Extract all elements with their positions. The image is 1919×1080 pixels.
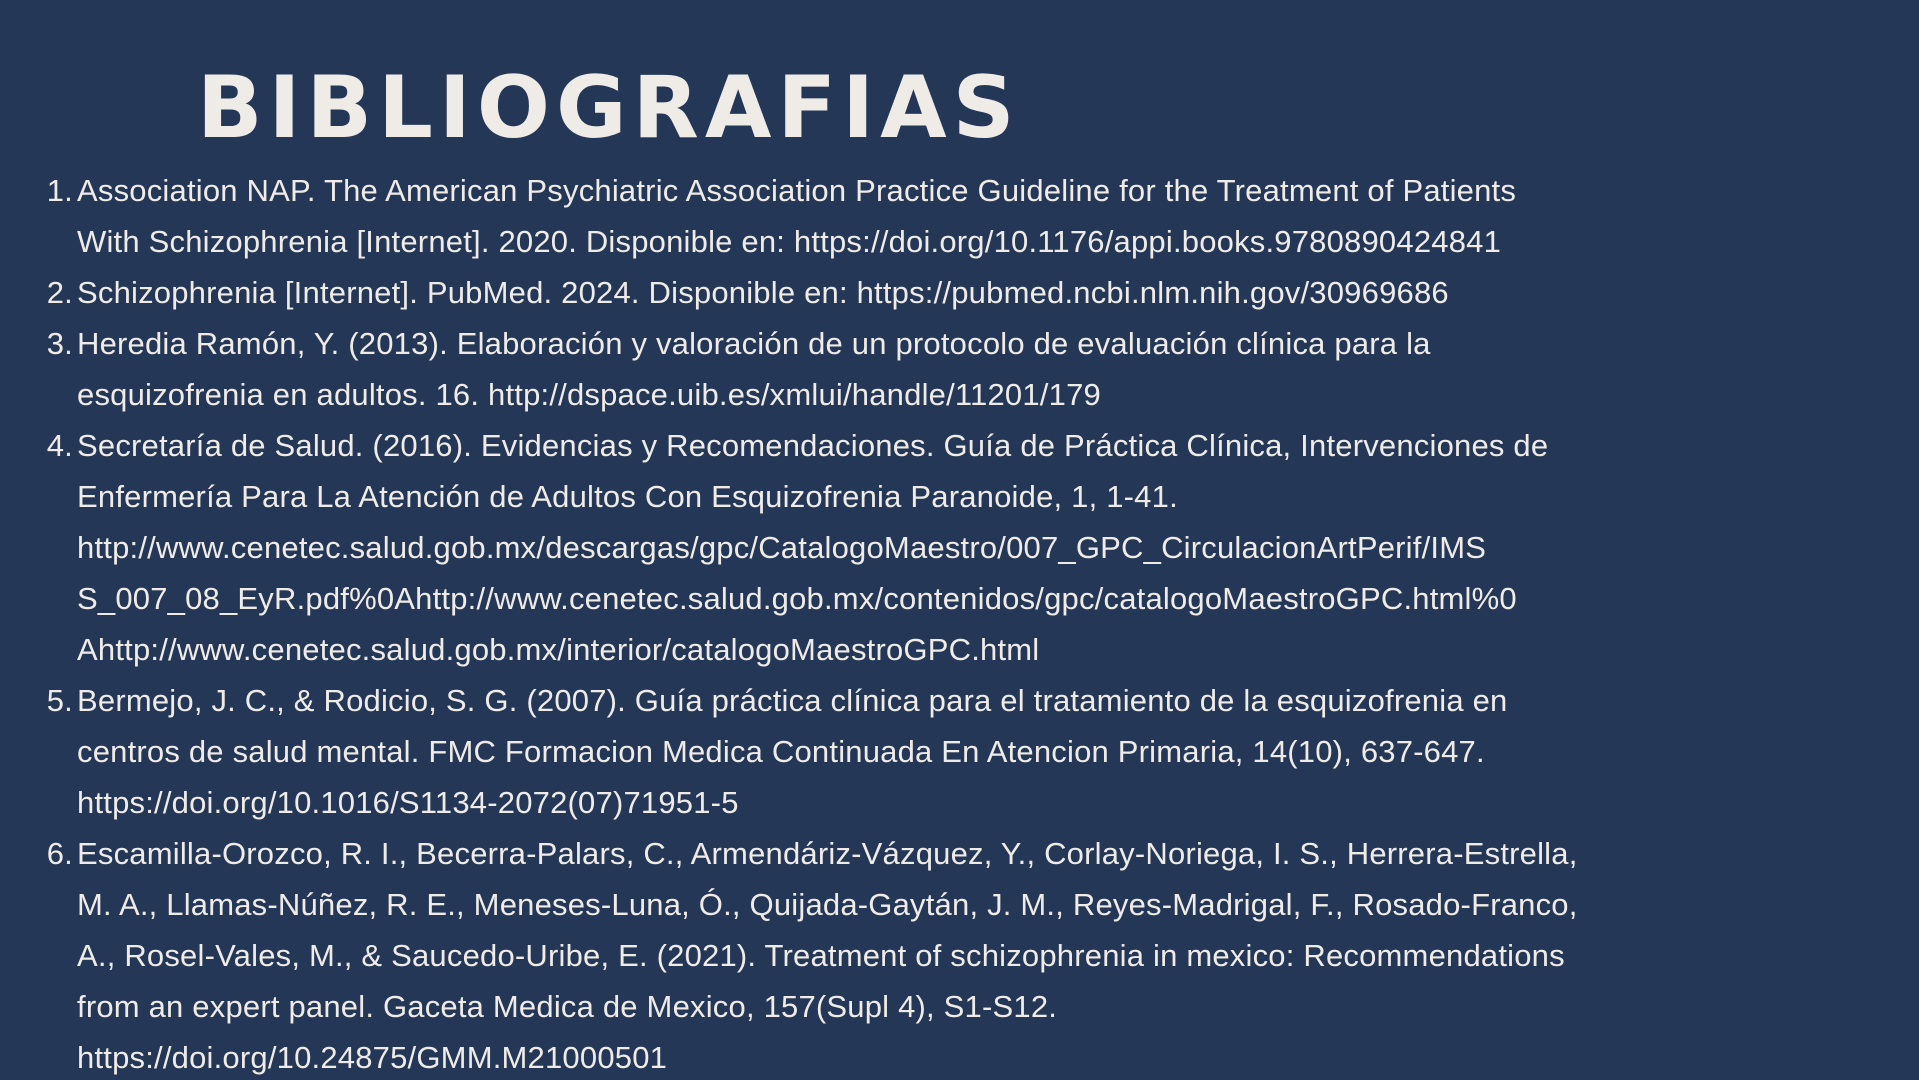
reference-item-5 [0, 675, 1578, 828]
reference-link-line: http://www.cenetec.salud.gob.mx/descargas/gpc/CatalogoMaestro/007_GPC_CirculacionArtPerif/IMS [77, 530, 1487, 565]
reference-number: 1. [46, 173, 73, 208]
reference-line: Enfermería Para La Atención de Adultos Con Esquizofrenia Paranoide, 1, 1-41. [77, 479, 1178, 514]
reference-number: 3. [46, 326, 73, 361]
reference-number: 4. [46, 428, 73, 463]
reference-item-4 [0, 420, 1578, 675]
reference-line: M. A., Llamas-Núñez, R. E., Meneses-Luna, Ó., Quijada-Gaytán, J. M., Reyes-Madrigal, F., Rosado-Franco, [77, 887, 1578, 922]
reference-number: 6. [46, 836, 73, 871]
reference-line: from an expert panel. Gaceta Medica de Mexico, 157(Supl 4), S1-S12. [77, 989, 1058, 1024]
reference-item-1 [0, 165, 1578, 267]
reference-number: 2. [46, 275, 73, 310]
reference-number: 5. [46, 683, 73, 718]
reference-line: Escamilla-Orozco, R. I., Becerra-Palars, C., Armendáriz-Vázquez, Y., Corlay-Noriega, I. S., Herrera-Estrella, [77, 836, 1578, 871]
reference-line: A., Rosel-Vales, M., & Saucedo-Uribe, E. (2021). Treatment of schizophrenia in mexico: Recommendations [77, 938, 1565, 973]
reference-item-6 [0, 828, 1578, 1080]
reference-link-line: With Schizophrenia [Internet]. 2020. Disponible en: https://doi.org/10.1176/appi.books.9780890424841 [77, 224, 1502, 259]
reference-line: Association NAP. The American Psychiatric Association Practice Guideline for the Treatment of Patients [77, 173, 1517, 208]
slide-title: BIBLIOGRAFIAS [197, 58, 1021, 158]
reference-item-2 [0, 267, 1578, 318]
reference-link-line: esquizofrenia en adultos. 16. http://dspace.uib.es/xmlui/handle/11201/179 [77, 377, 1101, 412]
reference-link-line: Ahttp://www.cenetec.salud.gob.mx/interior/catalogoMaestroGPC.html [77, 632, 1040, 667]
reference-line: Secretaría de Salud. (2016). Evidencias y Recomendaciones. Guía de Práctica Clínica, Intervenciones de [77, 428, 1549, 463]
reference-link-line: S_007_08_EyR.pdf%0Ahttp://www.cenetec.salud.gob.mx/contenidos/gpc/catalogoMaestroGPC.html%0 [77, 581, 1517, 616]
reference-line: Bermejo, J. C., & Rodicio, S. G. (2007). Guía práctica clínica para el tratamiento de la esquizofrenia en [77, 683, 1508, 718]
reference-link-line: https://doi.org/10.24875/GMM.M21000501 [77, 1040, 668, 1075]
reference-link-line: Schizophrenia [Internet]. PubMed. 2024. Disponible en: https://pubmed.ncbi.nlm.nih.gov/30969686 [77, 275, 1449, 310]
reference-link-line: https://doi.org/10.1016/S1134-2072(07)71951-5 [77, 785, 739, 820]
reference-item-3 [0, 318, 1578, 420]
reference-line: centros de salud mental. FMC Formacion Medica Continuada En Atencion Primaria, 14(10), 637-647. [77, 734, 1485, 769]
reference-list [0, 165, 1578, 1080]
reference-line: Heredia Ramón, Y. (2013). Elaboración y valoración de un protocolo de evaluación clínica para la [77, 326, 1431, 361]
